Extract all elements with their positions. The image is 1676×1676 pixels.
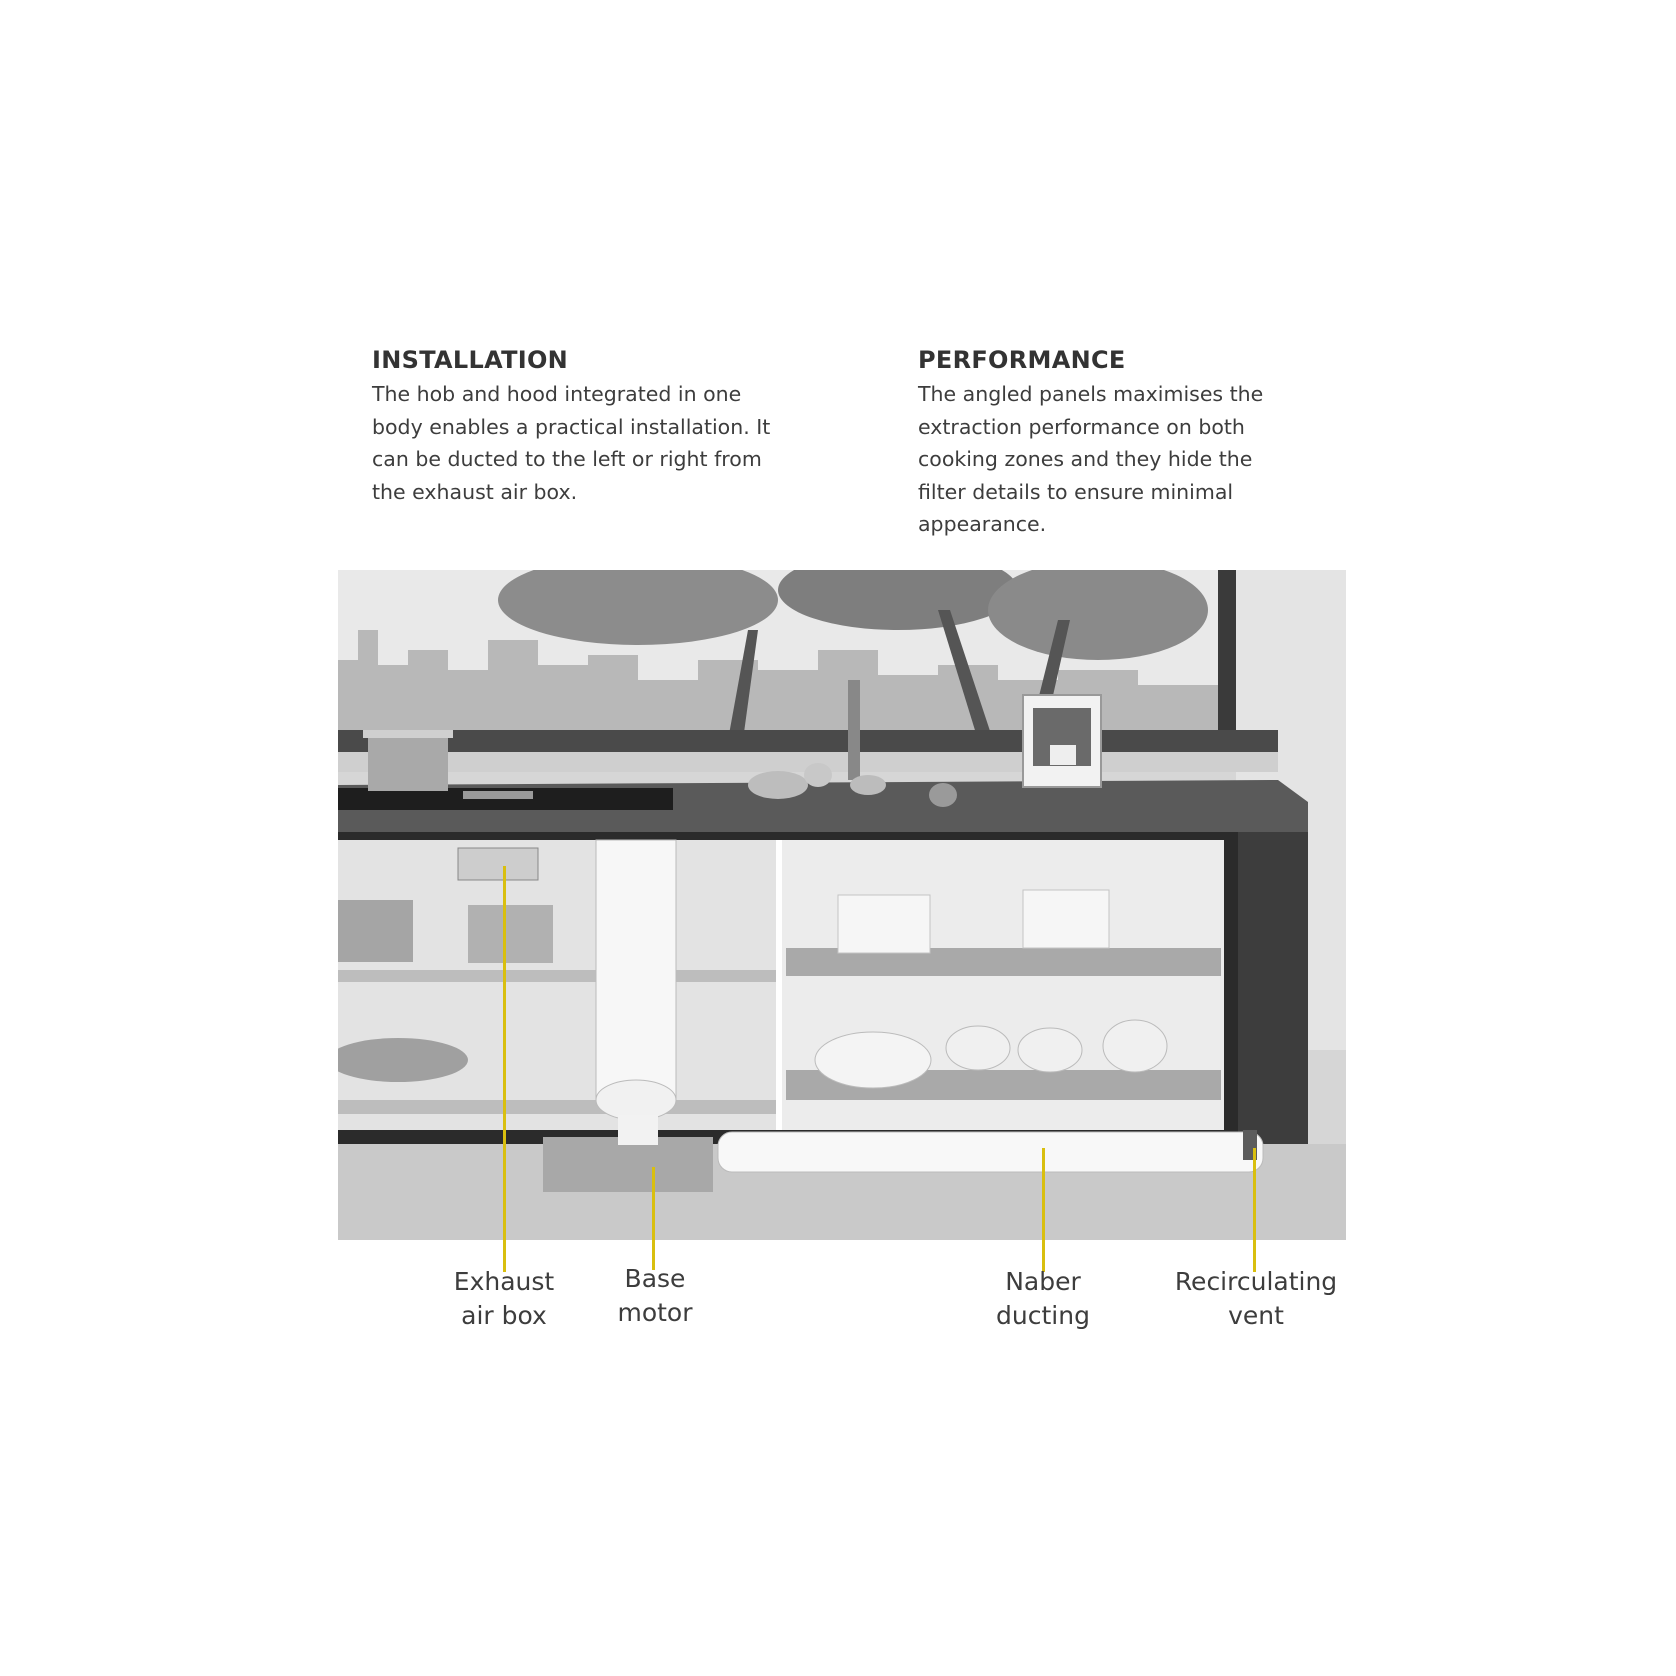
installation-section (372, 346, 792, 508)
naber-ducting-callout-line (1042, 1148, 1045, 1272)
installation-heading: INSTALLATION (372, 346, 569, 374)
performance-heading: PERFORMANCE (918, 346, 1126, 374)
base-motor-label: Base motor (617, 1264, 693, 1327)
recirculating-vent-label: Recirculating vent (1174, 1267, 1338, 1330)
base-motor-callout-line (652, 1167, 655, 1270)
kitchen-island-photo (338, 570, 1346, 1240)
recirculating-vent-callout-line (1253, 1148, 1256, 1272)
installation-body: The hob and hood integrated in one body enables a practical installation. It can be ducted to the left or right from the exhaust air box. (372, 382, 771, 504)
exhaust-air-box-label: Exhaust air box (453, 1267, 555, 1330)
exhaust-air-box-callout-line (503, 866, 506, 1272)
naber-ducting-label: Naber ducting (996, 1267, 1090, 1330)
performance-body: The angled panels maximises the extraction performance on both cooking zones and they hide the filter details to ensure minimal appearance. (918, 382, 1264, 536)
performance-section (918, 346, 1298, 541)
